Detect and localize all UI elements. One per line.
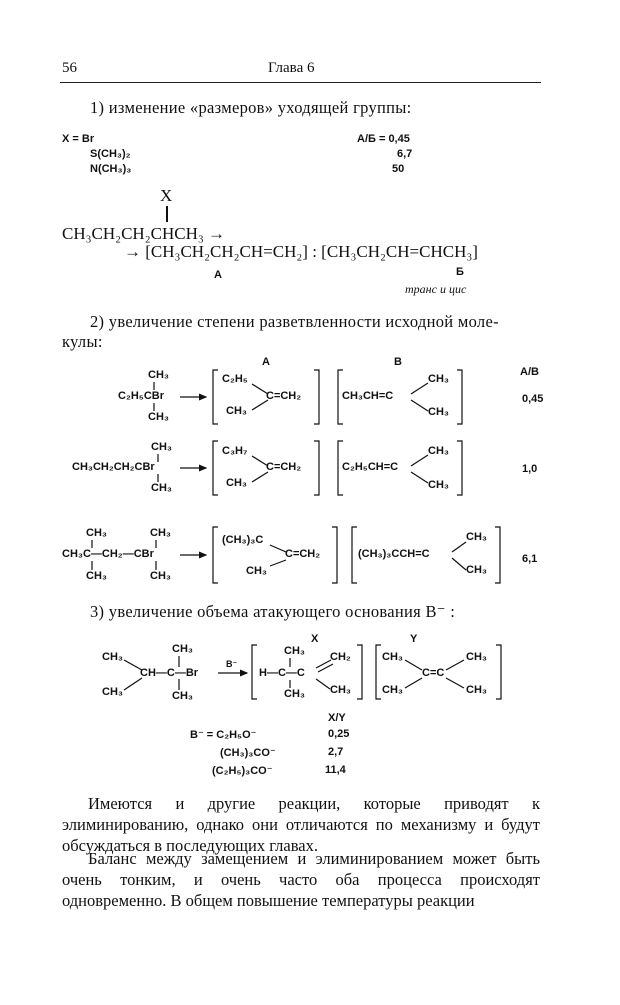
s3-x-bot: CH₃ [284, 688, 305, 700]
column-label-b: B [394, 356, 402, 368]
s3-base-2: (CH₃)₃CO⁻ [220, 747, 276, 759]
r3-a-right: C=CH₂ [285, 548, 321, 560]
r3-bracket-a-left [213, 527, 218, 583]
r1-bracket-b-left [338, 370, 343, 424]
chapter-title: Глава 6 [268, 60, 315, 76]
r3-b-bot: CH₃ [466, 564, 487, 576]
r1-a-bond1 [252, 384, 268, 394]
substituent-x: X [160, 186, 173, 205]
r3-a-bond2 [270, 560, 286, 566]
column-label-ratio: А/В [520, 366, 539, 378]
r2-b-bond1 [411, 455, 428, 466]
r3-b-top: CH₃ [466, 531, 487, 543]
r3-a-bond1 [270, 545, 286, 552]
ratio-sme2: 6,7 [397, 148, 413, 160]
s3-reactant-c-top: CH₃ [172, 643, 193, 655]
s3-bond-left-bot [124, 678, 142, 690]
r2-a-top: C₃H₇ [222, 445, 248, 457]
leaving-group-sme2: S(CH₃)₂ [90, 148, 131, 160]
r2-a-bot: CH₃ [226, 477, 247, 489]
section1-heading: 1) изменение «размеров» уходящей группы: [90, 98, 412, 117]
section2-heading-line1: 2) увеличение степени разветвленности исходной моле- [90, 312, 499, 331]
trans-cis-note: транс и цис [405, 282, 467, 296]
column-label-a: А [262, 356, 270, 368]
r3-bracket-b-right [495, 527, 500, 583]
r2-a-bond1 [252, 456, 268, 466]
s3-x-right-bot: CH₃ [330, 684, 351, 696]
r3-reactant-top: CH₃ [86, 527, 107, 539]
r1-reactant-bot: CH₃ [148, 411, 169, 423]
r1-a-bond2 [252, 400, 268, 410]
s3-y-bond-lt [405, 660, 422, 670]
r2-bracket-b-left [338, 441, 343, 495]
ratio-header-ab: А/Б = 0,45 [357, 133, 410, 145]
r3-b-left: (CH₃)₃CCH=C [358, 548, 430, 560]
s3-bracket-y-left [376, 645, 381, 699]
r2-bracket-a-right [314, 441, 319, 495]
s3-y-bond-rt [446, 660, 464, 670]
equation-line2: → [CH₃CH₂CH₂CH=CH₂] : [CH₃CH₂CH=CHCH₃] [124, 242, 478, 261]
r3-a-bot: CH₃ [246, 565, 267, 577]
s3-reactant-mid: CH—C—Br [140, 667, 199, 679]
r1-bracket-a-right [314, 370, 319, 424]
r3-reactant-bot2: CH₃ [150, 570, 171, 582]
s3-y-left-bot: CH₃ [382, 684, 403, 696]
s3-y-bond-rb [446, 678, 464, 688]
s3-y-right-bot: CH₃ [466, 684, 487, 696]
s3-arrow-label: B⁻ [226, 659, 238, 669]
r3-b-bond2 [452, 558, 466, 570]
section2-heading-line2: кулы: [62, 332, 103, 351]
s3-x-top: CH₃ [284, 645, 305, 657]
r1-bracket-b-right [457, 370, 462, 424]
r3-bracket-b-left [352, 527, 357, 583]
r2-bracket-a-left [213, 441, 218, 495]
s3-bond-left-top [124, 660, 142, 670]
r1-b-bot: CH₃ [428, 406, 449, 418]
s3-y-right-top: CH₃ [466, 651, 487, 663]
s3-y-mid: C=C [422, 667, 445, 679]
r2-reactant-top: CH₃ [151, 441, 172, 453]
ratio-nme3: 50 [392, 163, 405, 175]
r1-a-bot: CH₃ [226, 405, 247, 417]
r3-reactant-mid: CH₃C—CH₂—CBr [62, 548, 154, 560]
s3-y-label: Y [410, 633, 418, 645]
r1-a-top: C₂H₅ [222, 373, 248, 385]
s3-ratio-2: 2,7 [328, 746, 344, 758]
section3-heading: 3) увеличение объема атакующего основания B⁻ : [90, 602, 456, 621]
r2-bracket-b-right [457, 441, 462, 495]
leaving-group-nme3: N(CH₃)₃ [90, 163, 132, 175]
r2-ratio: 1,0 [522, 463, 538, 475]
s3-ratio-3: 11,4 [325, 764, 346, 776]
r3-b-bond1 [452, 542, 466, 552]
s3-reactant-c-bot: CH₃ [172, 690, 193, 702]
s3-x-right-top: CH₂ [330, 651, 351, 663]
r3-reactant-top2: CH₃ [150, 527, 171, 539]
s3-ratio-header: X/Y [328, 712, 346, 724]
r2-a-right: C=CH₂ [266, 461, 302, 473]
product-label-b: Б [456, 266, 464, 278]
r2-b-bond2 [411, 472, 428, 483]
r1-a-right: C=CH₂ [266, 390, 302, 402]
r1-reactant-top: CH₃ [148, 369, 169, 381]
r3-bracket-a-right [332, 527, 337, 583]
page-number: 56 [62, 60, 77, 76]
r1-b-top: CH₃ [428, 373, 449, 385]
r2-b-left: C₂H₅CH=C [342, 461, 399, 473]
s3-bracket-y-right [496, 645, 501, 699]
r1-bracket-a-left [213, 370, 218, 424]
r1-ratio: 0,45 [522, 393, 544, 405]
r3-a-top: (CH₃)₃C [222, 534, 264, 546]
paragraph-2: Баланс между замещением и элиминированием может быть очень тонким, и очень часто оба процесса происходят одновременно. В общем повышение температуры реакции [62, 849, 540, 910]
r3-ratio: 6,1 [522, 553, 538, 565]
r1-reactant-mid: C₂H₅CBr [118, 390, 164, 402]
r1-b-bond1 [411, 383, 428, 394]
leaving-group-br: X = Br [62, 133, 95, 145]
s3-y-bond-lb [405, 678, 422, 688]
s3-base-3: (C₂H₅)₃CO⁻ [212, 765, 273, 777]
s3-reactant-left-bot: CH₃ [102, 686, 123, 698]
r1-b-left: CH₃CH=C [342, 390, 394, 402]
s3-ratio-1: 0,25 [328, 728, 350, 740]
product-label-a: А [214, 269, 222, 281]
s3-reactant-left-top: CH₃ [102, 651, 123, 663]
r2-reactant-bot: CH₃ [151, 482, 172, 494]
r3-reactant-bot: CH₃ [86, 570, 107, 582]
s3-base-1: B⁻ = C₂H₅O⁻ [190, 729, 257, 741]
r2-b-top: CH₃ [428, 445, 449, 457]
r2-a-bond2 [252, 472, 268, 482]
r2-b-bot: CH₃ [428, 479, 449, 491]
s3-x-label: X [311, 633, 319, 645]
equation-line1: CH₃CH₂CH₂CHCH₃ → [62, 224, 226, 243]
r2-reactant-mid: CH₃CH₂CH₂CBr [72, 461, 155, 473]
s3-x-h: H—C—C [259, 667, 305, 679]
r1-b-bond2 [411, 400, 428, 411]
s3-x-bond-right-bot [316, 679, 330, 689]
s3-y-left-top: CH₃ [382, 651, 403, 663]
s3-bracket-x-left [252, 645, 257, 699]
s3-bracket-x-right [357, 645, 362, 699]
paragraph-1: Имеются и другие реакции, которые приводят к элиминированию, однако они отличаются по механизму и будут обсуждаться в последующих главах. [62, 794, 540, 855]
